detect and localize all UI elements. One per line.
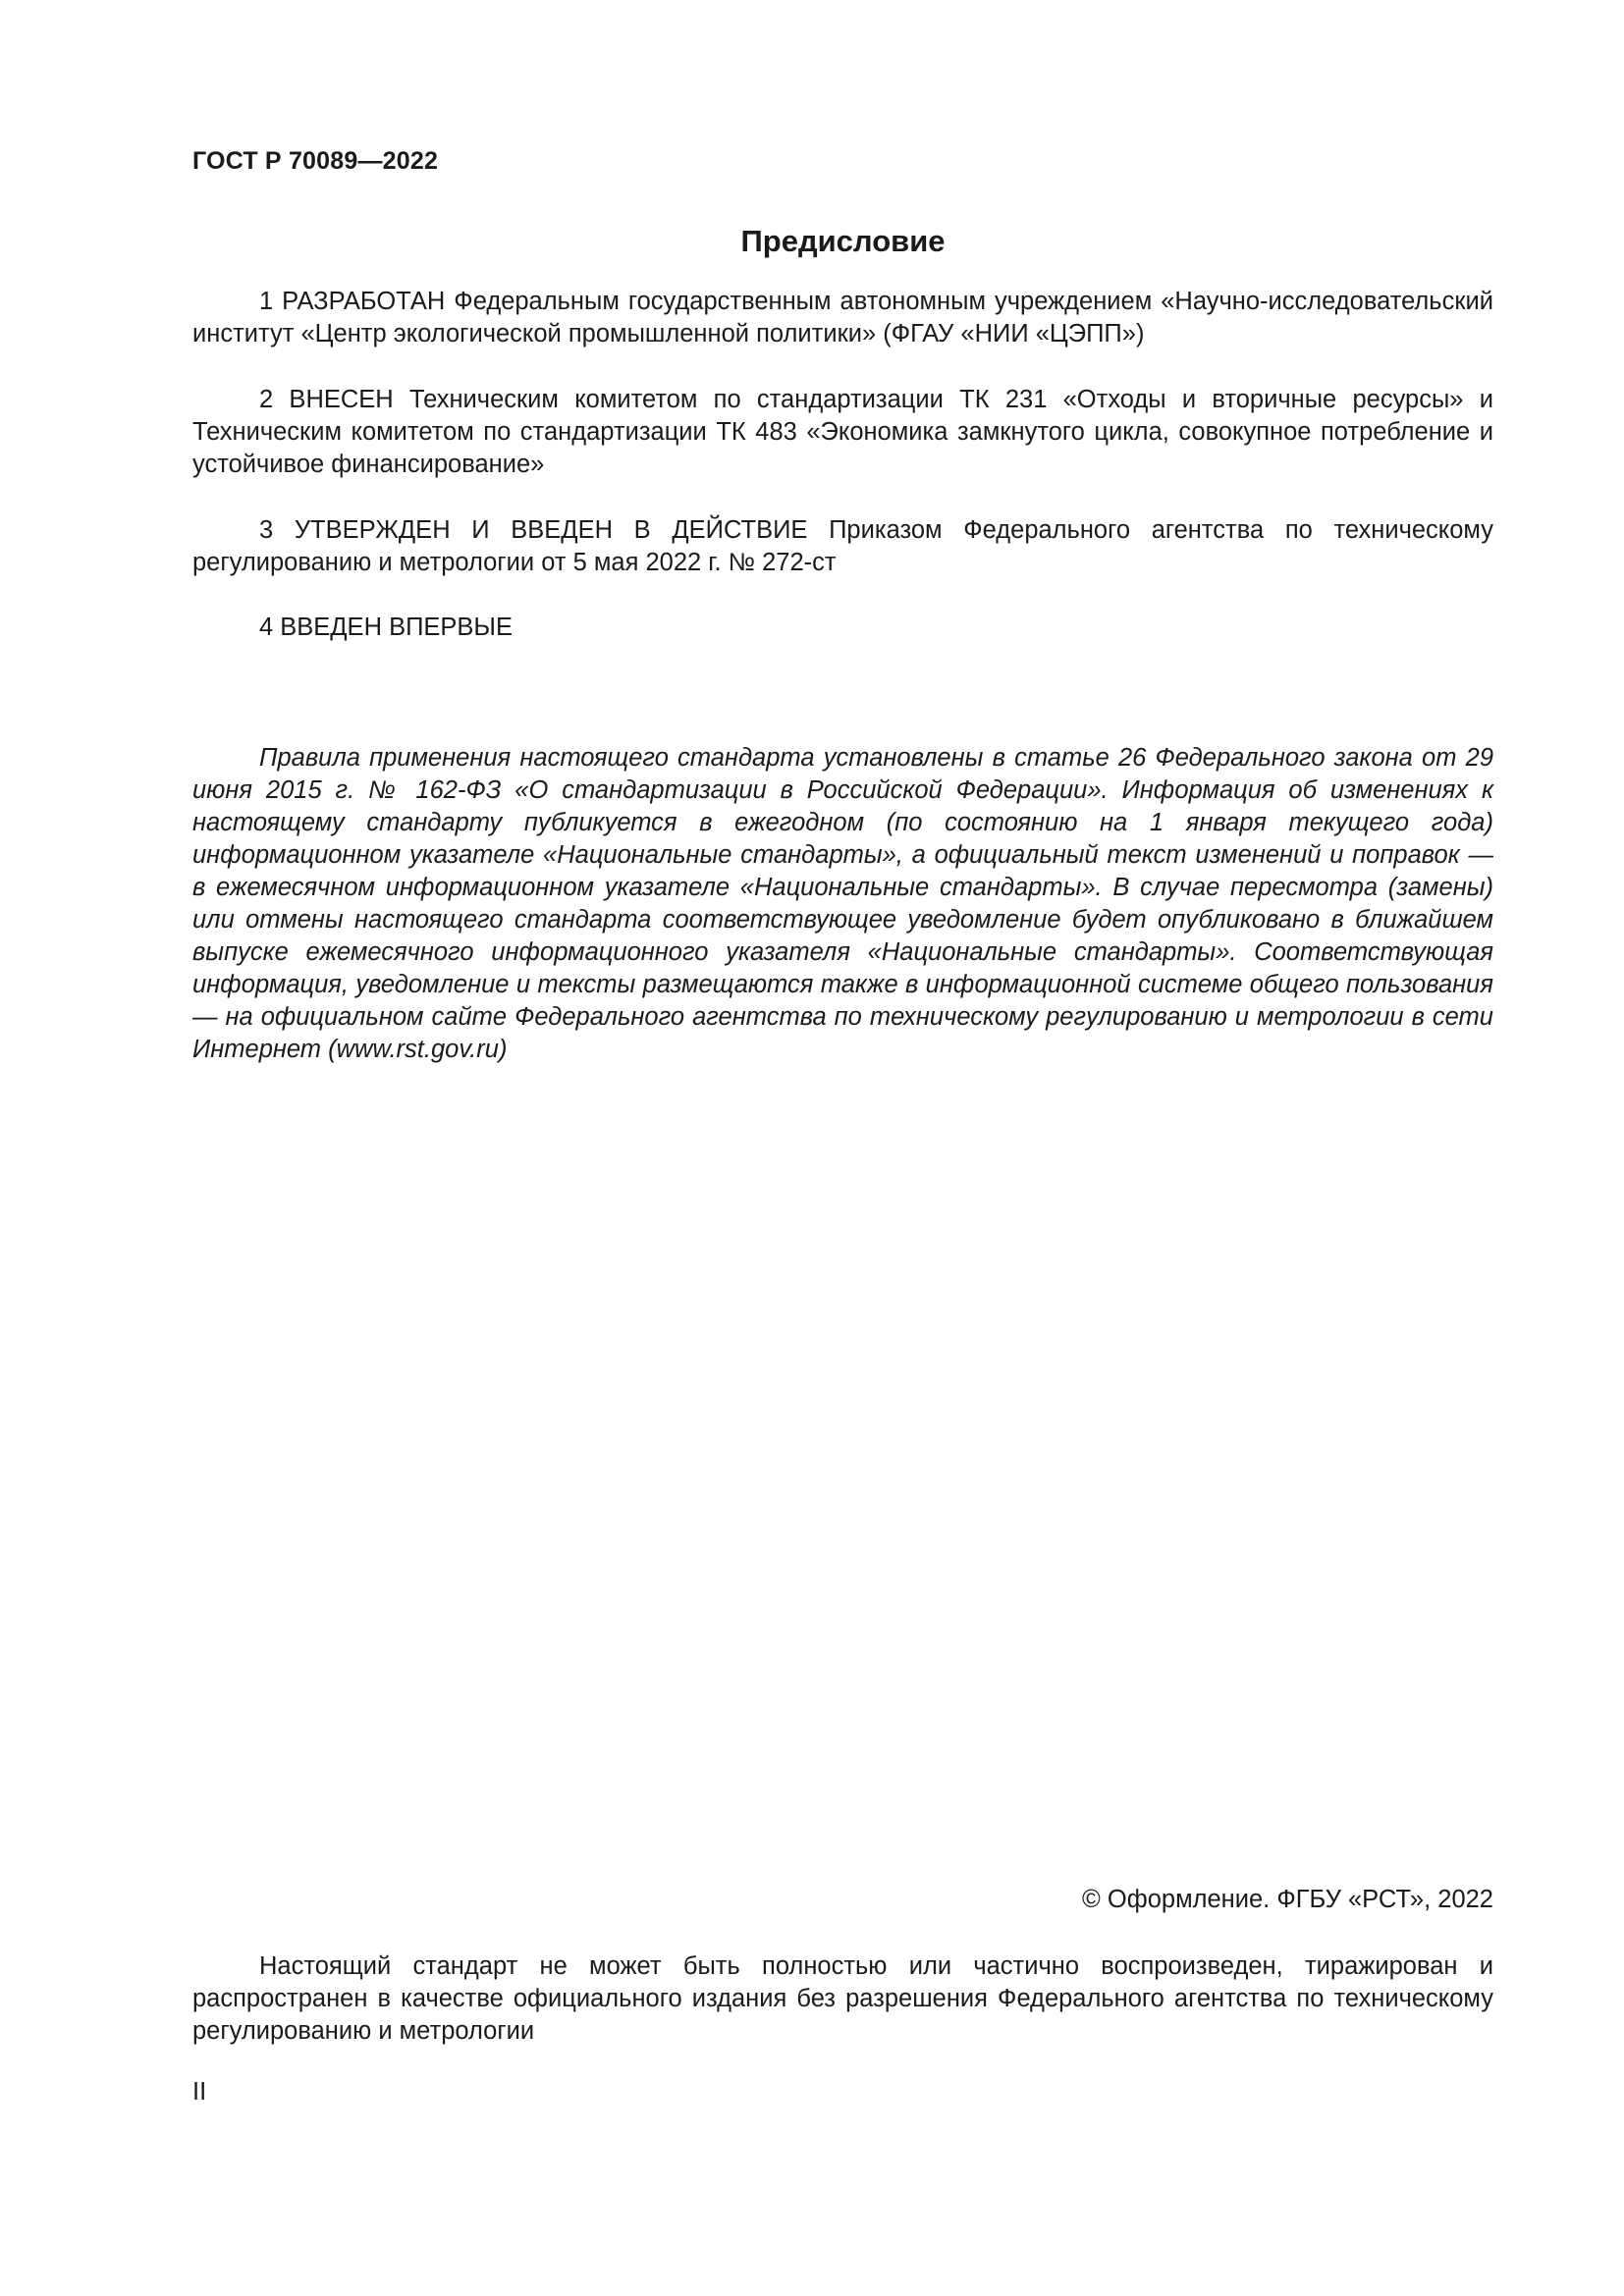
reproduction-note: Настоящий стандарт не может быть полностью или частично воспроизведен, тиражирован и распространен в качестве официального издания без разрешения Федерального агентства по техническому регулированию и метрологии (192, 1952, 1493, 2045)
foreword-item-4: 4 ВВЕДЕН ВПЕРВЫЕ (259, 614, 514, 641)
rules-note: Правила применения настоящего стандарта установлены в статье 26 Федерального закона от 29 июня 2015 г. № 162-ФЗ «О стандартизации в Российской Федерации». Информация об изменениях к настоящему стандарту публикуется в ежегодном (по состоянию на 1 января текущего года) информационном указателе «Национальные стандарты», а официальный текст изменений и поправок — в ежемесячном информационном указателе «Национальные стандарты». В случае пересмотра (замены) или отмены настоящего стандарта соответствующее уведомление будет опубликовано в ближайшем выпуске ежемесячного информационного указателя «Национальные стандарты». Соответствующая информация, уведомление и тексты размещаются также в информационной системе общего пользования — на официальном сайте Федерального агентства по техническому регулированию и метрологии в сети Интернет (www.rst.gov.ru) (192, 744, 1493, 1063)
page-number: II (192, 2078, 207, 2106)
page-title: Предисловие (740, 224, 946, 258)
standard-code: ГОСТ Р 70089—2022 (192, 147, 439, 175)
foreword-item-2: 2 ВНЕСЕН Техническим комитетом по стандартизации ТК 231 «Отходы и вторичные ресурсы» и Техническим комитетом по стандартизации ТК 483 «Экономика замкнутого цикла, совокупное потребление и устойчивое финансирование» (192, 386, 1493, 478)
copyright-notice: © Оформление. ФГБУ «РСТ», 2022 (1082, 1886, 1493, 1913)
foreword-item-3: 3 УТВЕРЖДЕН И ВВЕДЕН В ДЕЙСТВИЕ Приказом Федерального агентства по техническому регулированию и метрологии от 5 мая 2022 г. № 272-ст (192, 516, 1493, 576)
foreword-item-1: 1 РАЗРАБОТАН Федеральным государственным автономным учреждением «Научно-исследовательский институт «Центр экологической промышленной политики» (ФГАУ «НИИ «ЦЭПП») (192, 288, 1493, 347)
